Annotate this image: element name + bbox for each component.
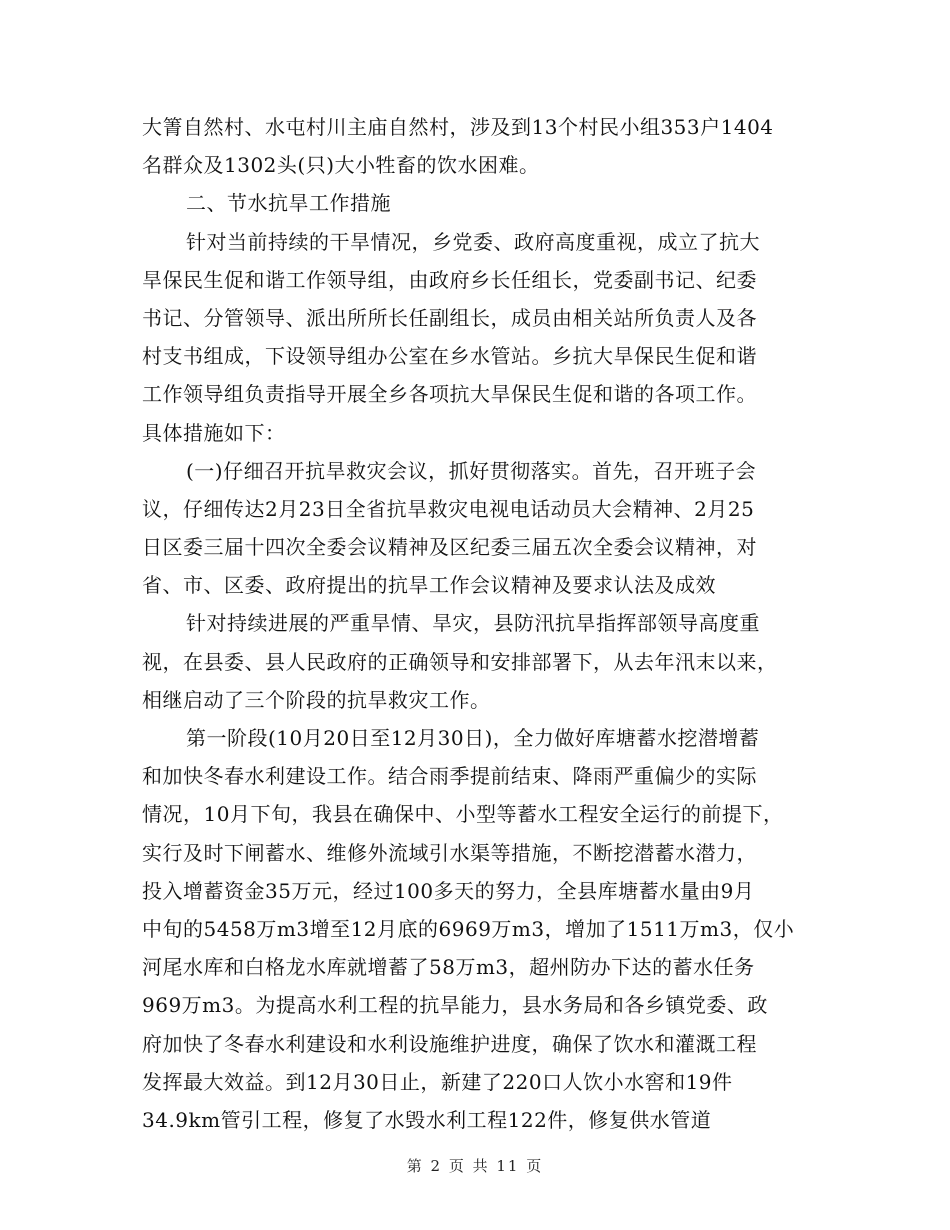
text-line-17: 第一阶段(10月20日至12月30日)，全力做好库塘蓄水挖潜增蓄 — [186, 726, 760, 750]
page-footer: 第 2 页 共 11 页 — [406, 1157, 544, 1175]
text-line-13: 省、市、区委、政府提出的抗旱工作会议精神及要求认法及成效 — [142, 573, 716, 598]
body-text — [142, 108, 812, 1139]
text-line-1: 大箐自然村、水屯村川主庙自然村，涉及到13个村民小组353户1404 — [142, 115, 774, 139]
text-line-19: 情况，10月下旬，我县在确保中、小型等蓄水工程安全运行的前提下， — [142, 802, 784, 827]
text-line-6: 书记、分管领导、派出所所长任副组长，成员由相关站所负责人及各 — [142, 305, 757, 330]
text-line-11: 议，仔细传达2月23日全省抗旱救灾电视电话动员大会精神、2月25 — [142, 496, 755, 521]
text-line-5: 旱保民生促和谐工作领导组，由政府乡长任组长，党委副书记、纪委 — [142, 267, 757, 292]
text-line-24: 969万m3。为提高水利工程的抗旱能力，县水务局和各乡镇党委、政 — [142, 993, 768, 1018]
text-line-20: 实行及时下闸蓄水、维修外流域引水渠等措施，不断挖潜蓄水潜力， — [142, 840, 757, 865]
text-line-23: 河尾水库和白格龙水库就增蓄了58万m3，超州防办下达的蓄水任务 — [142, 955, 755, 980]
text-line-21: 投入增蓄资金35万元，经过100多天的努力，全县库塘蓄水量由9月 — [142, 878, 755, 903]
text-line-26: 发挥最大效益。到12月30日止，新建了220口人饮小水窖和19件 — [142, 1069, 733, 1094]
text-line-4: 针对当前持续的干旱情况，乡党委、政府高度重视，成立了抗大 — [186, 229, 760, 254]
text-line-25: 府加快了冬春水利建设和水利设施维护进度，确保了饮水和灌溉工程 — [142, 1031, 757, 1056]
text-line-12: 日区委三届十四次全委会议精神及区纪委三届五次全委会议精神，对 — [142, 535, 757, 560]
text-line-14: 针对持续进展的严重旱情、旱灾，县防汛抗旱指挥部领导高度重 — [186, 611, 760, 636]
text-line-8: 工作领导组负责指导开展全乡各项抗大旱保民生促和谐的各项工作。 — [142, 382, 757, 407]
text-line-9: 具体措施如下： — [142, 420, 286, 445]
text-line-27: 34.9km管引工程，修复了水毁水利工程122件，修复供水管道 — [142, 1107, 712, 1132]
text-line-2: 名群众及1302头(只)大小牲畜的饮水困难。 — [142, 153, 540, 178]
text-line-10: (一)仔细召开抗旱救灾会议，抓好贯彻落实。首先，召开班子会 — [186, 458, 757, 483]
text-line-7: 村支书组成，下设领导组办公室在乡水管站。乡抗大旱保民生促和谐 — [142, 344, 757, 369]
section-heading: 二、节水抗旱工作措施 — [186, 191, 391, 216]
text-line-22: 中旬的5458万m3增至12月底的6969万m3，增加了1511万m3，仅小 — [142, 916, 795, 941]
text-line-15: 视，在县委、县人民政府的正确领导和安排部署下，从去年汛末以来， — [142, 649, 778, 674]
text-line-18: 和加快冬春水利建设工作。结合雨季提前结束、降雨严重偏少的实际 — [142, 764, 757, 789]
text-line-16: 相继启动了三个阶段的抗旱救灾工作。 — [142, 687, 491, 712]
